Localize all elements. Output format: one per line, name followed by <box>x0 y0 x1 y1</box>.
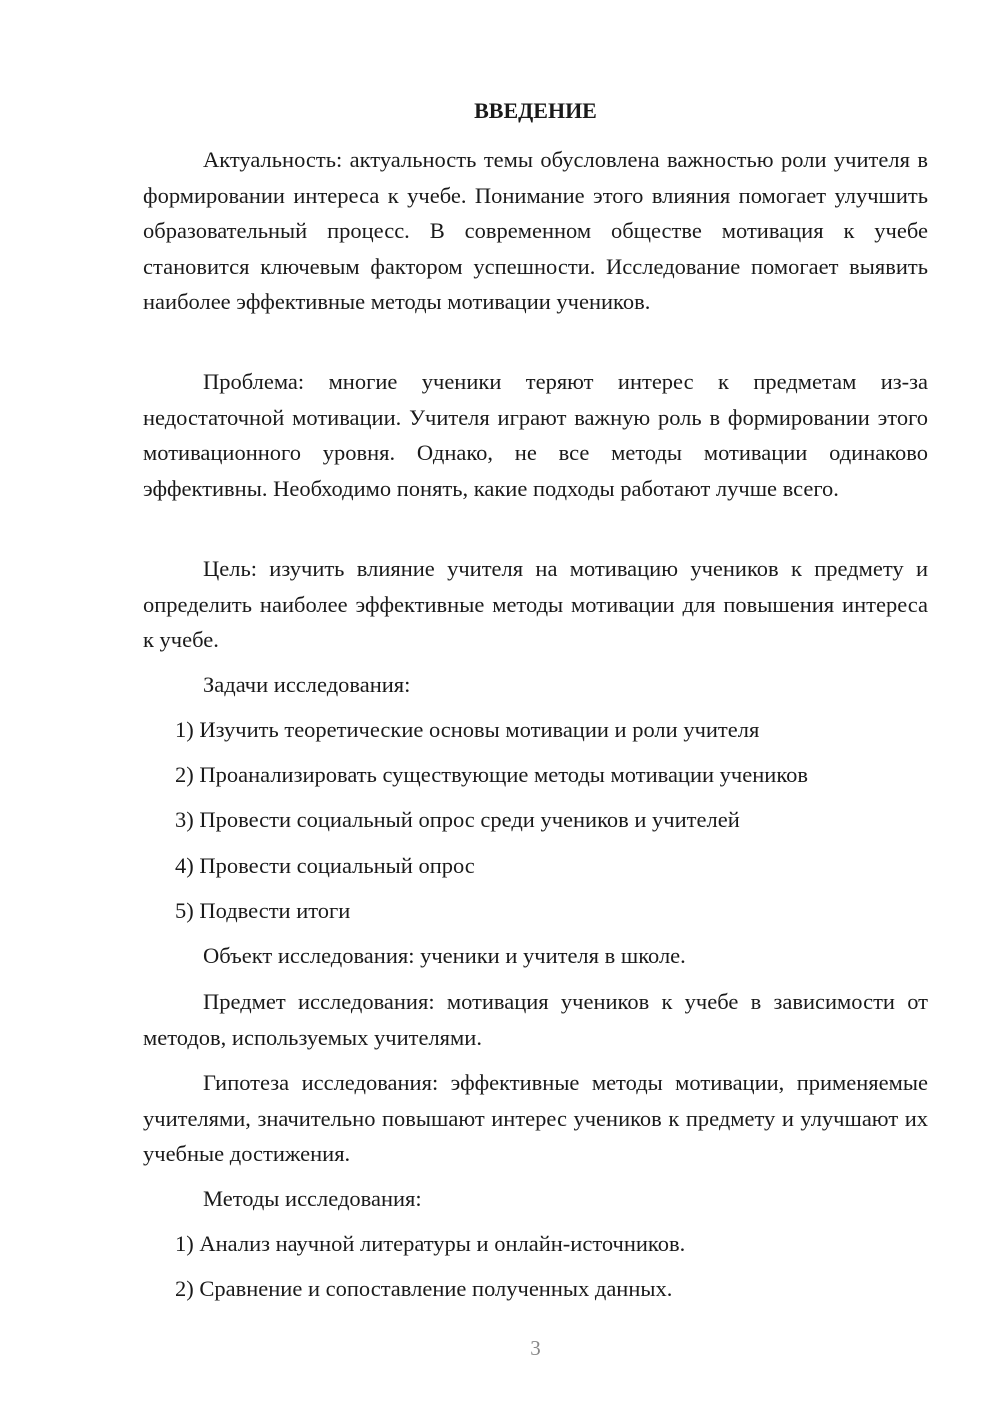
goal-paragraph: Цель: изучить влияние учителя на мотивацию учеников к предмету и определить наиболее эффективные методы мотивации для повышения интереса к учебе. <box>143 556 928 652</box>
task-item-4: 4) Провести социальный опрос <box>175 853 475 878</box>
section-title: ВВЕДЕНИЕ <box>474 98 597 123</box>
method-item-2: 2) Сравнение и сопоставление полученных данных. <box>175 1276 673 1301</box>
method-item-1: 1) Анализ научной литературы и онлайн-источников. <box>175 1231 686 1256</box>
task-item-2: 2) Проанализировать существующие методы мотивации учеников <box>175 762 808 787</box>
document-page <box>143 0 928 1414</box>
problem-paragraph: Проблема: многие ученики теряют интерес к предметам из-за недостаточной мотивации. Учителя играют важную роль в формировании этого мотивационного уровня. Однако, не все методы мотивации одинаково эффективны. Необходимо понять, какие подходы работают лучше всего. <box>143 369 928 501</box>
tasks-heading: Задачи исследования: <box>203 672 411 697</box>
subject-paragraph: Предмет исследования: мотивация учеников к учебе в зависимости от методов, используемых учителями. <box>143 989 928 1050</box>
task-item-3: 3) Провести социальный опрос среди учеников и учителей <box>175 807 740 832</box>
task-item-5: 5) Подвести итоги <box>175 898 351 923</box>
relevance-paragraph: Актуальность: актуальность темы обусловлена важностью роли учителя в формировании интереса к учебе. Понимание этого влияния помогает улучшить образовательный процесс. В современном обществе мотивация к учебе становится ключевым фактором успешности. Исследование помогает выявить наиболее эффективные методы мотивации учеников. <box>143 147 928 314</box>
hypothesis-paragraph: Гипотеза исследования: эффективные методы мотивации, применяемые учителями, значительно повышают интерес учеников к предмету и улучшают их учебные достижения. <box>143 1070 928 1166</box>
page-number: 3 <box>530 1336 541 1360</box>
object-paragraph: Объект исследования: ученики и учителя в школе. <box>203 943 686 968</box>
task-item-1: 1) Изучить теоретические основы мотивации и роли учителя <box>175 717 760 742</box>
methods-heading: Методы исследования: <box>203 1186 422 1211</box>
